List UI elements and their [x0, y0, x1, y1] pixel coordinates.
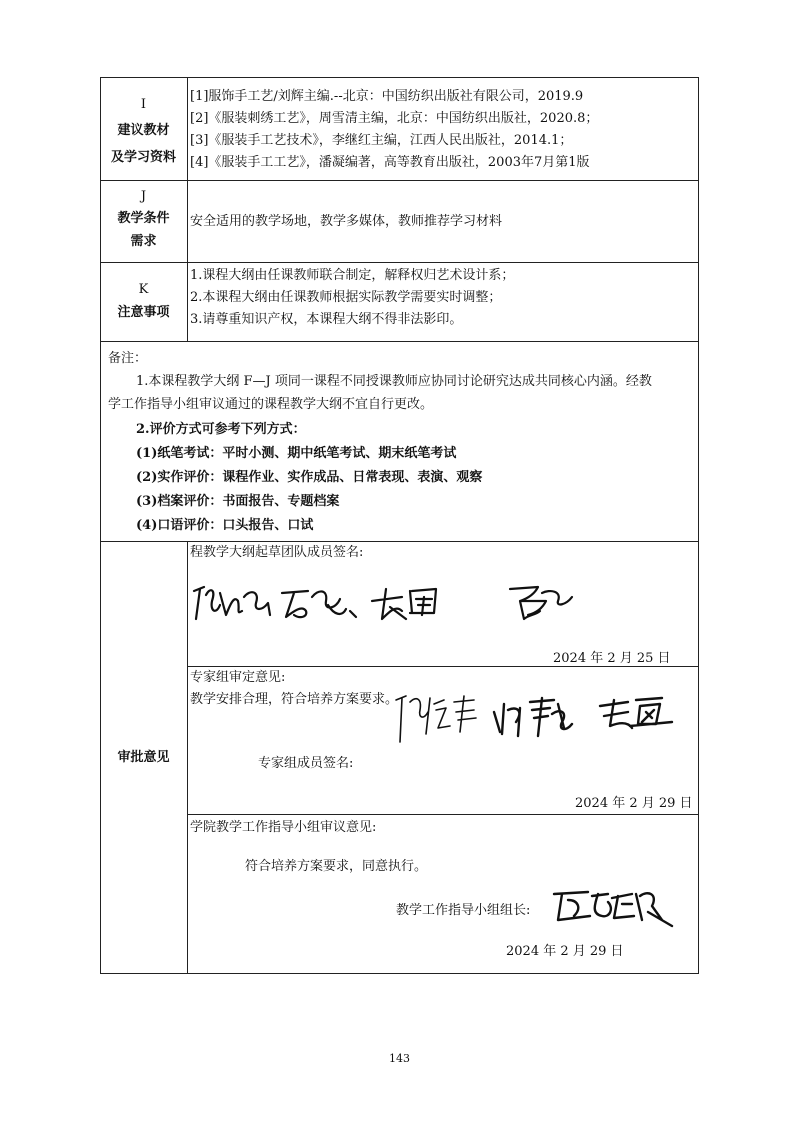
row-label: 注意事项 [117, 305, 170, 320]
row-label: 建议教材 [117, 123, 170, 138]
material-item: [1]服饰手工艺/刘辉主编.--北京：中国纺织出版社有限公司，2019.9 [190, 89, 584, 104]
row-code: J [140, 189, 147, 204]
row-divider [100, 341, 699, 342]
college-leader-label: 教学工作指导小组组长: [396, 903, 531, 918]
material-item: [4]《服装手工工艺》，潘凝编著，高等教育出版社，2003年7月第1版 [190, 155, 590, 170]
drafting-title: 程教学大纲起草团队成员签名: [190, 545, 364, 560]
evaluation-item: (1)纸笔考试：平时小测、期中纸笔考试、期末纸笔考试 [136, 446, 457, 461]
college-leader-signature [548, 886, 678, 930]
note-item: 3.请尊重知识产权，本课程大纲不得非法影印。 [190, 312, 463, 327]
college-date: 2024 年 2 月 29 日 [506, 944, 624, 959]
cell-divider [187, 814, 699, 815]
remarks-paragraph: 1.本课程教学大纲 F—J 项同一课程不同授课教师应协同讨论研究达成共同核心内涵。经教 [136, 374, 652, 389]
row-divider [100, 541, 699, 542]
expert-sign-label: 专家组成员签名: [258, 756, 354, 771]
row-label: 及学习资料 [110, 150, 176, 165]
remarks-title: 备注： [108, 351, 148, 366]
evaluation-title: 2.评价方式可参考下列方式： [136, 422, 306, 437]
row-label: 需求 [130, 234, 157, 249]
row-code: K [138, 282, 149, 297]
evaluation-item: (3)档案评价：书面报告、专题档案 [136, 494, 340, 509]
material-item: [3]《服装手工艺技术》，李继红主编，江西人民出版社，2014.1； [190, 133, 573, 148]
drafting-date: 2024 年 2 月 25 日 [553, 651, 671, 666]
drafting-signatures [190, 575, 590, 635]
column-divider [187, 541, 188, 974]
approval-label: 审批意见 [117, 750, 170, 765]
college-opinion: 符合培养方案要求，同意执行。 [245, 859, 428, 874]
column-divider [187, 77, 188, 341]
note-item: 1.课程大纲由任课教师联合制定，解释权归艺术设计系； [190, 268, 515, 283]
evaluation-item: (2)实作评价：课程作业、实作成品、日常表现、表演、观察 [136, 470, 483, 485]
remarks-paragraph: 学工作指导小组审议通过的课程教学大纲不宜自行更改。 [108, 397, 434, 412]
evaluation-item: (4)口语评价：口头报告、口试 [136, 518, 314, 533]
college-title: 学院教学工作指导小组审议意见: [190, 820, 377, 835]
conditions-text: 安全适用的教学场地，教学多媒体，教师推荐学习材料 [190, 214, 503, 229]
row-label: 教学条件 [117, 211, 170, 226]
expert-opinion: 教学安排合理，符合培养方案要求。 [190, 692, 399, 707]
page-number: 143 [389, 1052, 410, 1065]
row-divider [100, 180, 699, 181]
material-item: [2]《服装刺绣工艺》，周雪清主编，北京：中国纺织出版社，2020.8； [190, 111, 599, 126]
row-divider [100, 262, 699, 263]
expert-date: 2024 年 2 月 29 日 [575, 796, 693, 811]
expert-title: 专家组审定意见: [190, 670, 286, 685]
row-code: I [140, 97, 147, 112]
note-item: 2.本课程大纲由任课教师根据实际教学需要实时调整； [190, 290, 502, 305]
expert-signatures [390, 688, 680, 748]
